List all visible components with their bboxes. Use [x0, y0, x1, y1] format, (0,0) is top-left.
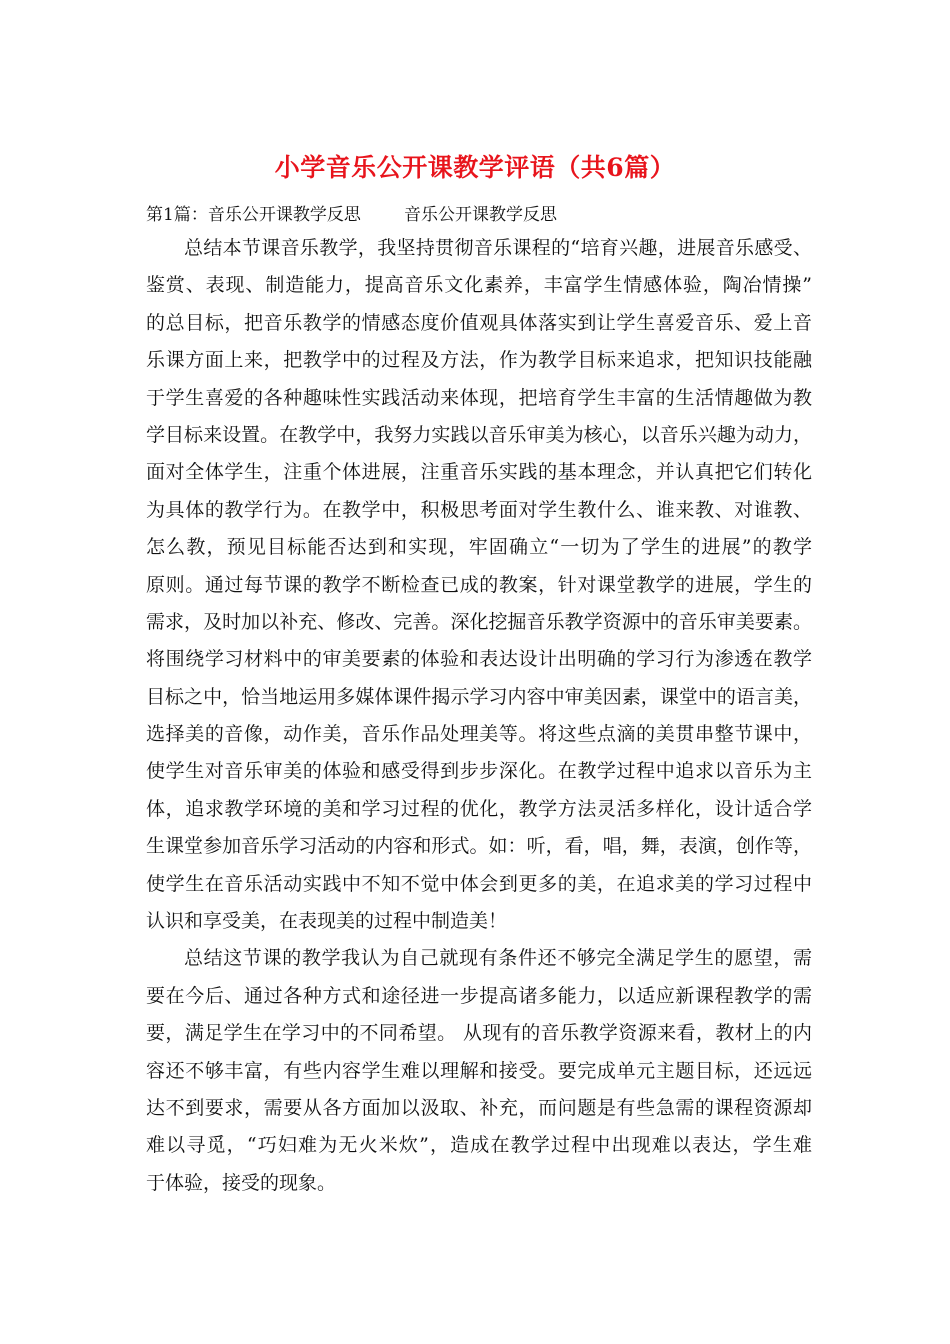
- paragraph-line: 学目标来设置。在教学中，我努力实践以音乐审美为核心，以音乐兴趣为动力，: [146, 423, 812, 446]
- paragraph-line: 生课堂参加音乐学习活动的内容和形式。如：听，看，唱，舞，表演，创作等，: [146, 835, 812, 858]
- paragraph-line: 面对全体学生，注重个体进展，注重音乐实践的基本理念，并认真把它们转化: [146, 461, 812, 484]
- paragraph-line: 总结这节课的教学我认为自己就现有条件还不够完全满足学生的愿望，需: [184, 947, 812, 970]
- paragraph-line: 容还不够丰富，有些内容学生难以理解和接受。要完成单元主题目标，还远远: [146, 1059, 812, 1082]
- paragraph-line: 选择美的音像，动作美，音乐作品处理美等。将这些点滴的美贯串整节课中，: [146, 723, 812, 746]
- paragraph-line: 怎么教，预见目标能否达到和实现，牢固确立“一切为了学生的进展”的教学: [146, 536, 812, 559]
- paragraph-line: 于学生喜爱的各种趣味性实践活动来体现，把培育学生丰富的生活情趣做为教: [146, 386, 812, 409]
- paragraph-line: 体，追求教学环境的美和学习过程的优化，教学方法灵活多样化，设计适合学: [146, 797, 812, 820]
- paragraph-line: 使学生对音乐审美的体验和感受得到步步深化。在教学过程中追求以音乐为主: [146, 760, 812, 783]
- paragraph-line: 的总目标，把音乐教学的情感态度价值观具体落实到让学生喜爱音乐、爱上音: [146, 311, 812, 334]
- paragraph-line: 要，满足学生在学习中的不同希望。 从现有的音乐教学资源来看，教材上的内: [146, 1022, 812, 1045]
- paragraph-line: 需求，及时加以补充、修改、完善。深化挖掘音乐教学资源中的音乐审美要素。: [146, 610, 812, 633]
- paragraph-line: 乐课方面上来，把教学中的过程及方法，作为教学目标来追求，把知识技能融: [146, 349, 812, 372]
- paragraph-line: 达不到要求，需要从各方面加以汲取、补充，而问题是有些急需的课程资源却: [146, 1096, 812, 1119]
- paragraph-line: 难以寻觅，“巧妇难为无火米炊”，造成在教学过程中出现难以表达，学生难: [146, 1134, 812, 1157]
- paragraph-line: 鉴赏、表现、制造能力，提高音乐文化素养，丰富学生情感体验，陶冶情操”: [146, 274, 812, 297]
- document-title: 小学音乐公开课教学评语（共6篇）: [274, 153, 676, 182]
- paragraph-line: 认识和享受美，在表现美的过程中制造美！: [146, 910, 508, 933]
- paragraph-line: 目标之中，恰当地运用多媒体课件揭示学习内容中审美因素，课堂中的语言美，: [146, 685, 812, 708]
- paragraph-line: 使学生在音乐活动实践中不知不觉中体会到更多的美，在追求美的学习过程中: [146, 872, 812, 895]
- paragraph-line: 于体验，接受的现象。: [146, 1171, 337, 1194]
- paragraph-line: 总结本节课音乐教学，我坚持贯彻音乐课程的“培育兴趣，进展音乐感受、: [184, 237, 812, 259]
- paragraph-line: 要在今后、通过各种方式和途径进一步提高诸多能力，以适应新课程教学的需: [146, 984, 812, 1007]
- section-heading: 第1篇：音乐公开课教学反思 音乐公开课教学反思: [146, 205, 558, 225]
- paragraph-line: 为具体的教学行为。在教学中，积极思考面对学生教什么、谁来教、对谁教、: [146, 498, 812, 521]
- paragraph-line: 将围绕学习材料中的审美要素的体验和表达设计出明确的学习行为渗透在教学: [146, 648, 812, 671]
- paragraph-line: 原则。通过每节课的教学不断检查已成的教案，针对课堂教学的进展，学生的: [146, 573, 812, 596]
- document-body: [146, 230, 812, 1202]
